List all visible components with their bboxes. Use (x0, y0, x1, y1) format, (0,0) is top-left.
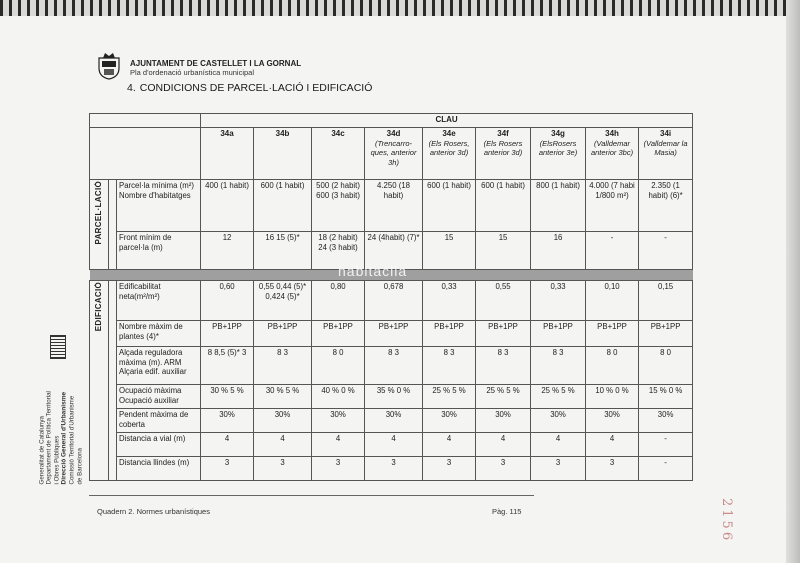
cell-34e: 4 (423, 433, 476, 457)
cell-34d: 8 3 (365, 347, 423, 385)
cell-34d: PB+1PP (365, 321, 423, 347)
cell-34i: - (639, 433, 693, 457)
cell-34c: 18 (2 habit) 24 (3 habit) (312, 232, 365, 270)
cell-34b: 3 (254, 457, 312, 481)
cell-34d: 30% (365, 409, 423, 433)
row-label: Distancia a vial (m) (117, 433, 201, 457)
cell-34d: 0,678 (365, 281, 423, 321)
row-label: Parcel·la mínima (m²) Nombre d'habitatges (117, 180, 201, 232)
row-pendent (90, 409, 693, 433)
spiral-binding (0, 0, 800, 16)
cell-34f: 4 (476, 433, 531, 457)
cell-34a: 3 (201, 457, 254, 481)
conditions-table (89, 113, 693, 481)
cell-34h: 0,10 (586, 281, 639, 321)
generalitat-stamp (38, 335, 84, 485)
row-alcada (90, 347, 693, 385)
key-34i: 34i (Valldemar la Masia) (639, 128, 693, 180)
cell-34c: 500 (2 habit) 600 (3 habit) (312, 180, 365, 232)
stamp-text: Generalitat de Catalunya Departament de Política Territorial i Obres Públiques Direcció General d'Urbanisme Comissió Territorial d'Urbanisme de Barcelona (38, 391, 84, 485)
cell-34a: 0,60 (201, 281, 254, 321)
cell-34h: 4.000 (7 habi 1/800 m²) (586, 180, 639, 232)
cell-34e: 0,33 (423, 281, 476, 321)
row-vial (90, 433, 693, 457)
cell-34h: PB+1PP (586, 321, 639, 347)
cell-34g: 0,33 (531, 281, 586, 321)
cell-34f: 600 (1 habit) (476, 180, 531, 232)
cell-34g: 3 (531, 457, 586, 481)
cell-34a: 30 % 5 % (201, 385, 254, 409)
cell-34e: 15 (423, 232, 476, 270)
row-llindes (90, 457, 693, 481)
cell-34d: 4 (365, 433, 423, 457)
cell-34d: 3 (365, 457, 423, 481)
key-34a: 34a (201, 128, 254, 180)
cell-34e: 8 3 (423, 347, 476, 385)
row-label: Front mínim de parcel·la (m) (117, 232, 201, 270)
cell-34b: 30% (254, 409, 312, 433)
cell-34g: 800 (1 habit) (531, 180, 586, 232)
cell-34c: PB+1PP (312, 321, 365, 347)
plan-subtitle: Pla d'ordenació urbanística municipal (130, 68, 255, 77)
row-label: Alçada reguladora màxima (m). ARM Alçaria edif. auxiliar (117, 347, 201, 385)
cell-34b: 0,55 0,44 (5)* 0,424 (5)* (254, 281, 312, 321)
row-label: Ocupació màxima Ocupació auxiliar (117, 385, 201, 409)
cell-34g: 25 % 5 % (531, 385, 586, 409)
cell-34c: 3 (312, 457, 365, 481)
cell-34f: 30% (476, 409, 531, 433)
clau-header: CLAU (201, 114, 693, 128)
row-plantes (90, 321, 693, 347)
cell-34f: 8 3 (476, 347, 531, 385)
cell-34i: 15 % 0 % (639, 385, 693, 409)
section-title: CONDICIONS DE PARCEL·LACIÓ I EDIFICACIÓ (139, 82, 373, 94)
key-34h: 34h (Valldemar anterior 3bc) (586, 128, 639, 180)
cell-34a: 8 8,5 (5)* 3 (201, 347, 254, 385)
key-34f: 34f (Els Rosers anterior 3d) (476, 128, 531, 180)
cell-34f: 3 (476, 457, 531, 481)
cell-34b: 600 (1 habit) (254, 180, 312, 232)
municipal-crest-icon (97, 52, 121, 80)
row-label: Nombre màxim de plantes (4)* (117, 321, 201, 347)
cell-34i: 30% (639, 409, 693, 433)
cell-34i: - (639, 457, 693, 481)
cell-34h: 30% (586, 409, 639, 433)
cell-34f: PB+1PP (476, 321, 531, 347)
row-label: Distancia llindes (m) (117, 457, 201, 481)
cell-34g: 16 (531, 232, 586, 270)
cell-34a: 400 (1 habit) (201, 180, 254, 232)
footer-document-name: Quadern 2. Normes urbanístiques (97, 507, 210, 516)
cell-34i: 8 0 (639, 347, 693, 385)
cell-34e: 25 % 5 % (423, 385, 476, 409)
handwritten-folio-number: 2156 (719, 498, 734, 544)
cell-34g: 4 (531, 433, 586, 457)
group-parcelacio: PARCEL·LACIÓ (90, 180, 109, 270)
cell-34b: 30 % 5 % (254, 385, 312, 409)
cell-34c: 40 % 0 % (312, 385, 365, 409)
cell-34b: PB+1PP (254, 321, 312, 347)
cell-34e: 30% (423, 409, 476, 433)
key-34e: 34e (Els Rosers, anterior 3d) (423, 128, 476, 180)
row-ocupacio (90, 385, 693, 409)
organization-name: AJUNTAMENT DE CASTELLET I LA GORNAL (130, 59, 302, 68)
cell-34d: 24 (4habit) (7)* (365, 232, 423, 270)
key-34d: 34d (Trencarro-ques, anterior 3h) (365, 128, 423, 180)
key-34c: 34c (312, 128, 365, 180)
cell-34a: 12 (201, 232, 254, 270)
watermark-text: habitaclia (338, 263, 408, 279)
cell-34b: 16 15 (5)* (254, 232, 312, 270)
cell-34a: 30% (201, 409, 254, 433)
section-heading (127, 82, 376, 94)
footer-rule (89, 495, 534, 496)
cell-34h: 4 (586, 433, 639, 457)
cell-34g: PB+1PP (531, 321, 586, 347)
cell-34h: 8 0 (586, 347, 639, 385)
section-number: 4. (127, 82, 136, 94)
cell-34c: 30% (312, 409, 365, 433)
cell-34g: 30% (531, 409, 586, 433)
row-edificabilitat (90, 281, 693, 321)
cell-34h: 3 (586, 457, 639, 481)
cell-34e: 600 (1 habit) (423, 180, 476, 232)
cell-34c: 8 0 (312, 347, 365, 385)
cell-34c: 4 (312, 433, 365, 457)
page-edge (786, 0, 800, 563)
cell-34h: - (586, 232, 639, 270)
cell-34f: 15 (476, 232, 531, 270)
row-label: Pendent màxima de coberta (117, 409, 201, 433)
footer-page-number: Pàg. 115 (492, 507, 522, 516)
cell-34d: 35 % 0 % (365, 385, 423, 409)
cell-34e: 3 (423, 457, 476, 481)
cell-34d: 4.250 (18 habit) (365, 180, 423, 232)
row-parcela-minima (90, 180, 693, 232)
cell-34i: - (639, 232, 693, 270)
cell-34c: 0,80 (312, 281, 365, 321)
key-34g: 34g (ElsRosers anterior 3e) (531, 128, 586, 180)
cell-34f: 0,55 (476, 281, 531, 321)
group-edificacio: EDIFICACIÓ (90, 281, 109, 481)
row-label: Edificabilitat neta(m²/m²) (117, 281, 201, 321)
cell-34i: PB+1PP (639, 321, 693, 347)
cell-34a: PB+1PP (201, 321, 254, 347)
cell-34g: 8 3 (531, 347, 586, 385)
cell-34h: 10 % 0 % (586, 385, 639, 409)
cell-34f: 25 % 5 % (476, 385, 531, 409)
cell-34a: 4 (201, 433, 254, 457)
cell-34i: 2.350 (1 habit) (6)* (639, 180, 693, 232)
cell-34e: PB+1PP (423, 321, 476, 347)
cell-34b: 8 3 (254, 347, 312, 385)
cell-34i: 0,15 (639, 281, 693, 321)
key-34b: 34b (254, 128, 312, 180)
cell-34b: 4 (254, 433, 312, 457)
